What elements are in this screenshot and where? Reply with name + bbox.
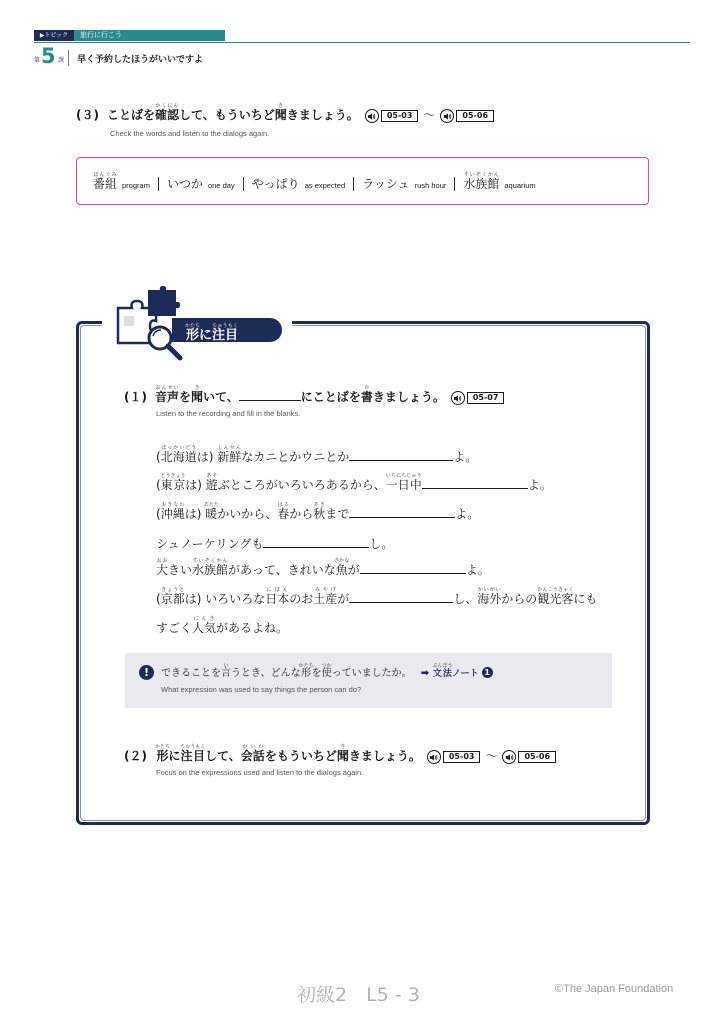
audio-track-label: 05-06 xyxy=(456,110,494,122)
answer-blank[interactable] xyxy=(422,477,528,489)
audio-button-05-06[interactable] xyxy=(502,750,556,764)
header-divider xyxy=(34,42,690,43)
p2-instruction xyxy=(124,744,556,764)
range-tilde: ～ xyxy=(423,108,436,122)
p2-label: (２) xyxy=(124,749,147,763)
sentence-5: 大おおきい水族館すいぞくかんがあって、きれいな魚さかなが よ。 xyxy=(156,558,490,577)
footer-copyright: ©The Japan Foundation xyxy=(555,983,674,995)
vocab-divider xyxy=(158,177,159,191)
footer-page-number: 初級2 L5 - 3 xyxy=(297,984,420,1006)
sentence-3: (沖縄おきなわは) 暖あたたかいから、春はるから秋あきまで よ。 xyxy=(156,502,480,521)
lesson-separator xyxy=(68,50,69,66)
p2-text: 形かたちに注目ちゅうもくして、会話かいわをもういちど聞ききましょう。 xyxy=(154,744,421,763)
sentence-1: (北海道ほっかいどうは) 新鮮しんせんなカニとかウニとか よ。 xyxy=(156,445,478,464)
p1-label: (１) xyxy=(124,390,147,404)
sentence-4: シュノーケリングも し。 xyxy=(156,537,394,551)
puzzle-magnifier-icon xyxy=(114,286,190,368)
vocab-item: 番組ばんぐみ program xyxy=(93,172,150,191)
vocab-divider xyxy=(243,177,244,191)
audio-track-label: 05-06 xyxy=(518,751,556,763)
answer-blank[interactable] xyxy=(349,591,453,603)
answer-blank[interactable] xyxy=(263,536,369,548)
audio-track-label: 05-03 xyxy=(443,751,481,763)
vocab-item: やっぱり as expected xyxy=(251,177,346,191)
lesson-number: 5 xyxy=(41,44,56,68)
lesson-suffix: 課 xyxy=(58,57,65,64)
answer-blank[interactable] xyxy=(349,449,453,461)
instruction-blank xyxy=(239,389,301,401)
p1-instruction xyxy=(124,385,504,405)
topic-title: 旅行に行こう xyxy=(74,30,225,41)
range-tilde: ～ xyxy=(485,749,498,763)
grammar-note-link[interactable]: 文法ぶんぽうノート 1 xyxy=(432,669,492,679)
lesson-prefix: 第 xyxy=(34,57,41,64)
vocab-item: いつか one day xyxy=(166,177,235,191)
sentence-7: すごく人気にんきがあるよね。 xyxy=(156,616,289,635)
audio-button-05-03[interactable] xyxy=(365,109,419,123)
section-title: 形かたちに注目ちゅうもく xyxy=(185,323,239,343)
audio-track-label: 05-03 xyxy=(381,110,419,122)
sentence-2: (東京とうきょうは) 遊あそぶところがいろいろあるから、一日中いちにちじゅうよ。 xyxy=(156,473,552,492)
p2-subtitle: Focus on the expressions used and listen to the dialogs again. xyxy=(156,768,364,777)
audio-button-05-07[interactable] xyxy=(451,391,505,405)
sentence-6: (京都きょうとは) いろいろな日本にほんのお土産みやげが し、海外かいがいからの観光客かんこうきゃくにも xyxy=(156,587,598,606)
tip-box xyxy=(125,653,612,708)
speaker-icon xyxy=(502,750,516,764)
tip-subtitle: What expression was used to say things the person can do? xyxy=(161,685,362,694)
audio-track-label: 05-07 xyxy=(467,392,505,404)
q3-subtitle: Check the words and listen to the dialogs again. xyxy=(110,129,270,138)
speaker-icon xyxy=(365,109,379,123)
arrow-right-icon: ➡ xyxy=(420,668,430,679)
vocab-divider xyxy=(353,177,354,191)
tip-question: できることを言いうとき、どんな形かたちを使つかっていましたか。 ➡ 文法ぶんぽうノート 1 xyxy=(161,663,493,679)
q3-instruction xyxy=(76,103,494,123)
answer-blank[interactable] xyxy=(360,562,466,574)
vocab-item: ラッシュ rush hour xyxy=(362,177,447,191)
topic-tag: ▶トピック xyxy=(34,30,74,41)
q3-text: ことばを確認かくにんして、もういちど聞ききましょう。 xyxy=(106,103,359,122)
vocab-item: 水族館すいぞくかん aquarium xyxy=(463,172,536,191)
grammar-note-number: 1 xyxy=(482,667,493,678)
audio-button-05-06[interactable] xyxy=(440,109,494,123)
p1-text: 音声おんせいを聞きいて、 にことばを書かきましょう。 xyxy=(154,385,445,404)
lesson-title: 早く予約したほうがいいですよ xyxy=(77,55,204,65)
speaker-icon xyxy=(451,391,465,405)
speaker-icon xyxy=(440,109,454,123)
vocab-divider xyxy=(454,177,455,191)
exclamation-icon: ! xyxy=(139,665,154,680)
q3-label: (３) xyxy=(76,108,99,122)
p1-subtitle: Listen to the recording and fill in the blanks. xyxy=(156,409,301,418)
audio-button-05-03[interactable] xyxy=(427,750,481,764)
answer-blank[interactable] xyxy=(349,506,455,518)
vocab-box xyxy=(76,157,649,205)
speaker-icon xyxy=(427,750,441,764)
